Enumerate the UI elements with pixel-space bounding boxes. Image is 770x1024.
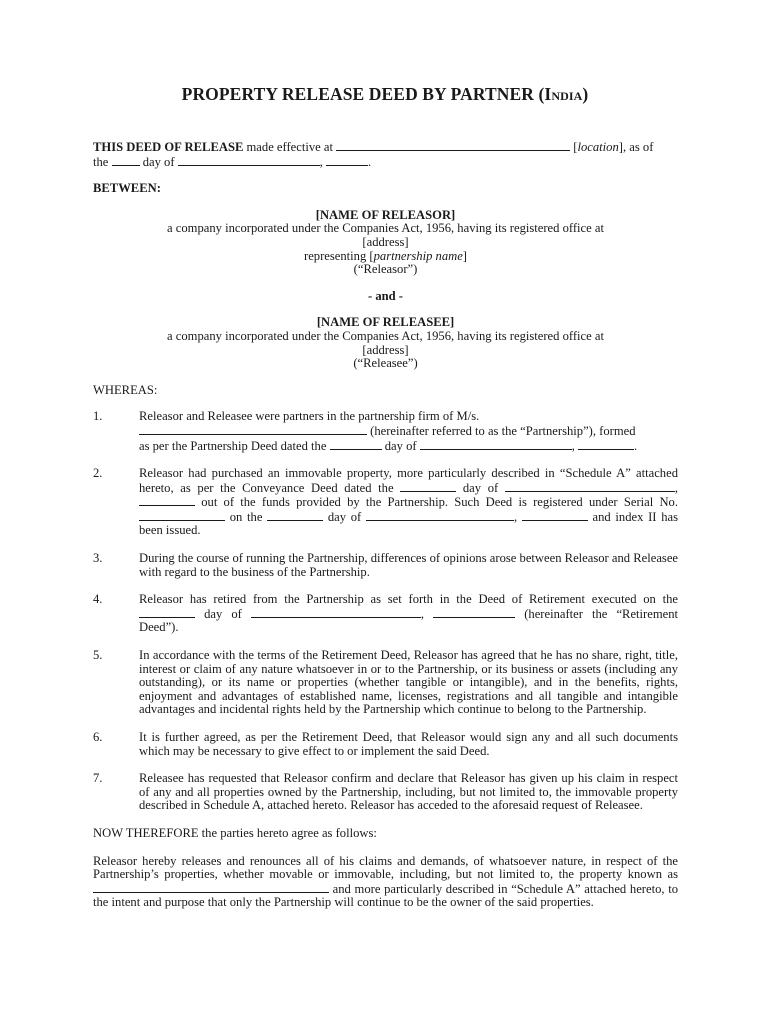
releasee-short: (“Releasee”) bbox=[353, 356, 418, 371]
now-therefore: NOW THEREFORE the parties hereto agree as follows: bbox=[93, 825, 377, 840]
releasor-name: [NAME OF RELEASOR] bbox=[315, 207, 456, 222]
recital-6: 6. It is further agreed, as per the Retirement Deed, that Releasor would sign any and all such documents which may be necessary to give effect to or implement the said Deed. bbox=[93, 730, 678, 758]
and-separator: - and - bbox=[368, 288, 403, 303]
recital-5: 5. In accordance with the terms of the Retirement Deed, Releasor has agreed that he has no share, right, title, interest or claim of any nature whatsoever in or to the Partnership, or its business or assets (including any outstanding), or its name or properties (whether tangible or intangible), and in the benefits, rights, enjoyment and advantages of established name, licenses, registrations and all tangible and intangible advantages and incidental rights held by the Partnership which continue to belong to the Partnership. bbox=[93, 648, 678, 717]
releasor-line: a company incorporated under the Companies Act, 1956, having its registered office at bbox=[167, 221, 604, 236]
between-heading: BETWEEN: bbox=[93, 181, 161, 196]
blank-day bbox=[112, 155, 140, 166]
intro-lead: THIS DEED OF RELEASE bbox=[93, 140, 244, 154]
blank-year bbox=[326, 155, 368, 166]
title-text: PROPERTY RELEASE DEED BY PARTNER ( bbox=[181, 84, 545, 104]
releasee-name: [NAME OF RELEASEE] bbox=[316, 315, 455, 330]
releasor-short: (“Releasor”) bbox=[353, 262, 418, 277]
recital-3: 3. During the course of running the Partnership, differences of opinions arose between Releasor and Releasee with regard to the business of the Partnership. bbox=[93, 551, 678, 579]
releasor-address: [address] bbox=[362, 234, 409, 249]
document-title bbox=[0, 84, 770, 105]
releasee-line: a company incorporated under the Companies Act, 1956, having its registered office at bbox=[167, 328, 604, 343]
blank-property bbox=[93, 882, 329, 893]
releasor-block bbox=[93, 209, 678, 371]
recital-2: 2. Releasor had purchased an immovable property, more particularly described in “Schedule A” attached hereto, as per the Conveyance Deed dated the day of , out of the funds provided by the Partnership. Such Deed is registered under Serial No. on the day of , and index II has been issued. bbox=[93, 466, 679, 538]
recital-7: 7. Releasee has requested that Releasor confirm and declare that Releasor has given up his claim in respect of any and all properties owned by the Partnership, including, but not limited to, the immovable property described in Schedule A, attached hereto. Releasor has acceded to the aforesaid request of Releasee. bbox=[93, 771, 678, 813]
blank-month bbox=[178, 155, 320, 166]
whereas-heading: WHEREAS: bbox=[93, 382, 158, 397]
intro-paragraph: THIS DEED OF RELEASE made effective at [location], as of the day of , . bbox=[93, 140, 654, 169]
title-close: ) bbox=[582, 84, 589, 104]
document-body bbox=[93, 140, 678, 910]
releasor-representing: representing [partnership name] bbox=[304, 248, 467, 263]
location-placeholder: location bbox=[577, 140, 619, 154]
blank-firm-name bbox=[139, 424, 367, 435]
recital-1: 1. Releasor and Releasee were partners in the partnership firm of M/s. (hereinafter referred to as the “Partnership”), formed as per the Partnership Deed dated the day of , . bbox=[93, 409, 638, 453]
title-country: India bbox=[544, 84, 583, 104]
release-clause: Releasor hereby releases and renounces all of his claims and demands, of whatsoever nature, in respect of the Partnership’s properties, whether movable or immovable, including, but not limited to, the property known as and more particularly described in “Schedule A” attached hereto, to the intent and purpose that only the Partnership will continue to be the owner of the said properties. bbox=[93, 853, 678, 910]
releasee-address: [address] bbox=[362, 342, 409, 357]
blank-location bbox=[336, 140, 570, 151]
recital-4: 4. Releasor has retired from the Partnership as set forth in the Deed of Retirement executed on the day of , (hereinafter the “Retirement Deed”). bbox=[93, 592, 679, 635]
